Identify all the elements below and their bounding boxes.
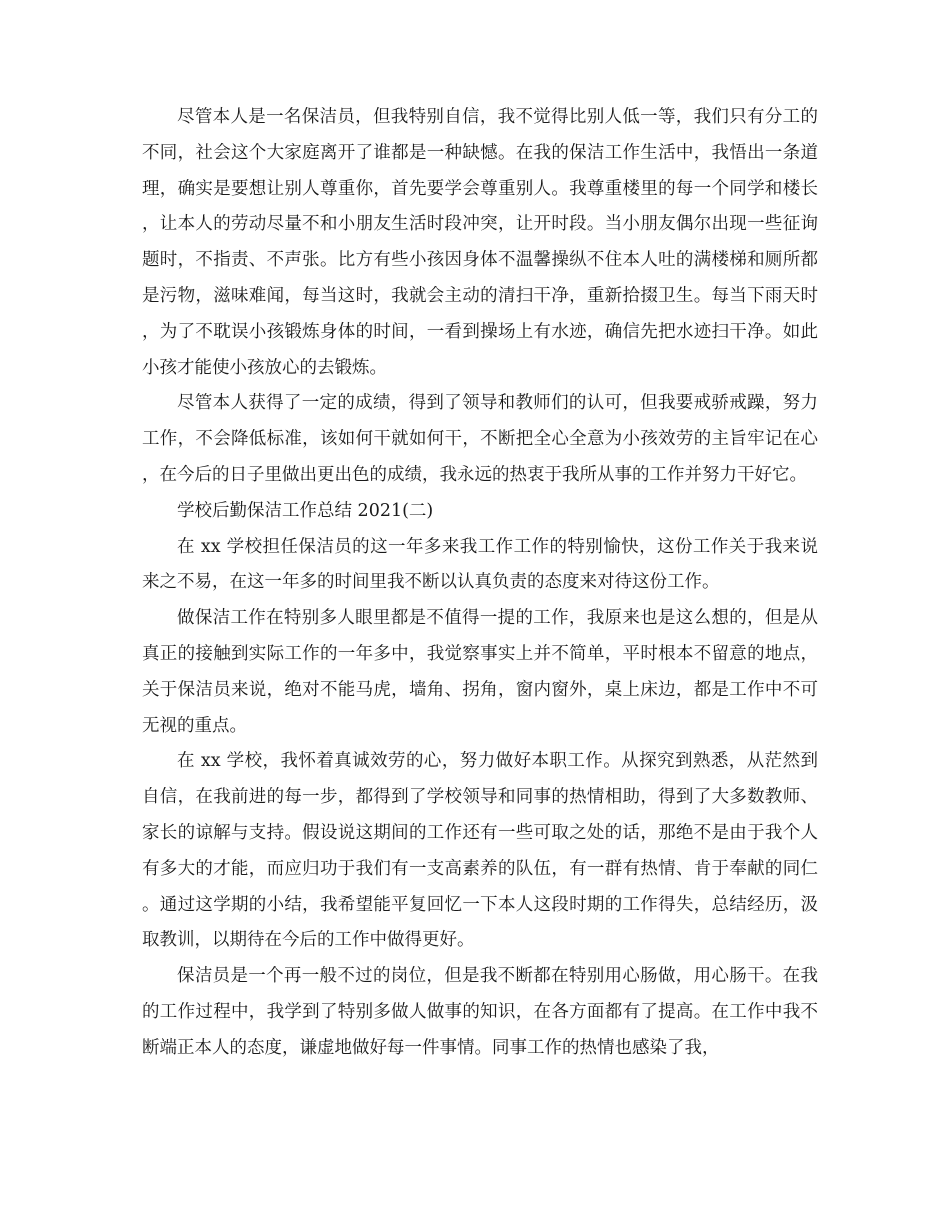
paragraph-intro: 在 xx 学校担任保洁员的这一年多来我工作工作的特别愉快，这份工作关于我来说来之不易，在这一年多的时间里我不断以认真负责的态度来对待这份工作。 bbox=[142, 536, 818, 593]
paragraph-cleaning-work: 做保洁工作在特别多人眼里都是不值得一提的工作，我原来也是这么想的，但是从真正的接触到实际工作的一年多中，我觉察事实上并不简单，平时根本不留意的地点，关于保洁员来说，绝对不能马虎，墙角、拐角，窗内窗外，桌上床边，都是工作中不可无视的重点。 bbox=[142, 608, 818, 736]
section-heading: 学校后勤保洁工作总结 2021(二) bbox=[177, 500, 434, 521]
paragraph-achievement: 尽管本人获得了一定的成绩，得到了领导和教师们的认可，但我要戒骄戒躁，努力工作，不会降低标准，该如何干就如何干，不断把全心全意为小孩效劳的主旨牢记在心，在今后的日子里做出更出色的成绩，我永远的热衷于我所从事的工作并努力干好它。 bbox=[142, 393, 818, 485]
paragraph-sincere-service: 在 xx 学校，我怀着真诚效劳的心，努力做好本职工作。从探究到熟悉，从茫然到自信，在我前进的每一步，都得到了学校领导和同事的热情相助，得到了大多数教师、家长的谅解与支持。假设说这期间的工作还有一些可取之处的话，那绝不是由于我个人有多大的才能，而应归功于我们有一支高素养的队伍，有一群有热情、肯于奉献的同仁。通过这学期的小结，我希望能平复回忆一下本人这段时期的工作得失，总结经历，汲取教训，以期待在今后的工作中做得更好。 bbox=[142, 751, 818, 951]
paragraph-dignity: 尽管本人是一名保洁员，但我特别自信，我不觉得比别人低一等，我们只有分工的不同，社会这个大家庭离开了谁都是一种缺憾。在我的保洁工作生活中，我悟出一条道理，确实是要想让别人尊重你，首先要学会尊重别人。我尊重楼里的每一个同学和楼长，让本人的劳动尽量不和小朋友生活时段冲突，让开时段。当小朋友偶尔出现一些征询题时，不指责、不声张。比方有些小孩因身体不温馨操纵不住本人吐的满楼梯和厕所都是污物，滋味难闻，每当这时，我就会主动的清扫干净，重新拾掇卫生。每当下雨天时，为了不耽误小孩锻炼身体的时间，一看到操场上有水迹，确信先把水迹扫干净。如此小孩才能使小孩放心的去锻炼。 bbox=[142, 107, 818, 378]
paragraph-ordinary-post: 保洁员是一个再一般不过的岗位，但是我不断都在特别用心肠做，用心肠干。在我的工作过程中，我学到了特别多做人做事的知识，在各方面都有了提高。在工作中我不断端正本人的态度，谦虚地做好每一件事情。同事工作的热情也感染了我， bbox=[142, 966, 818, 1058]
document-page bbox=[142, 100, 818, 1067]
